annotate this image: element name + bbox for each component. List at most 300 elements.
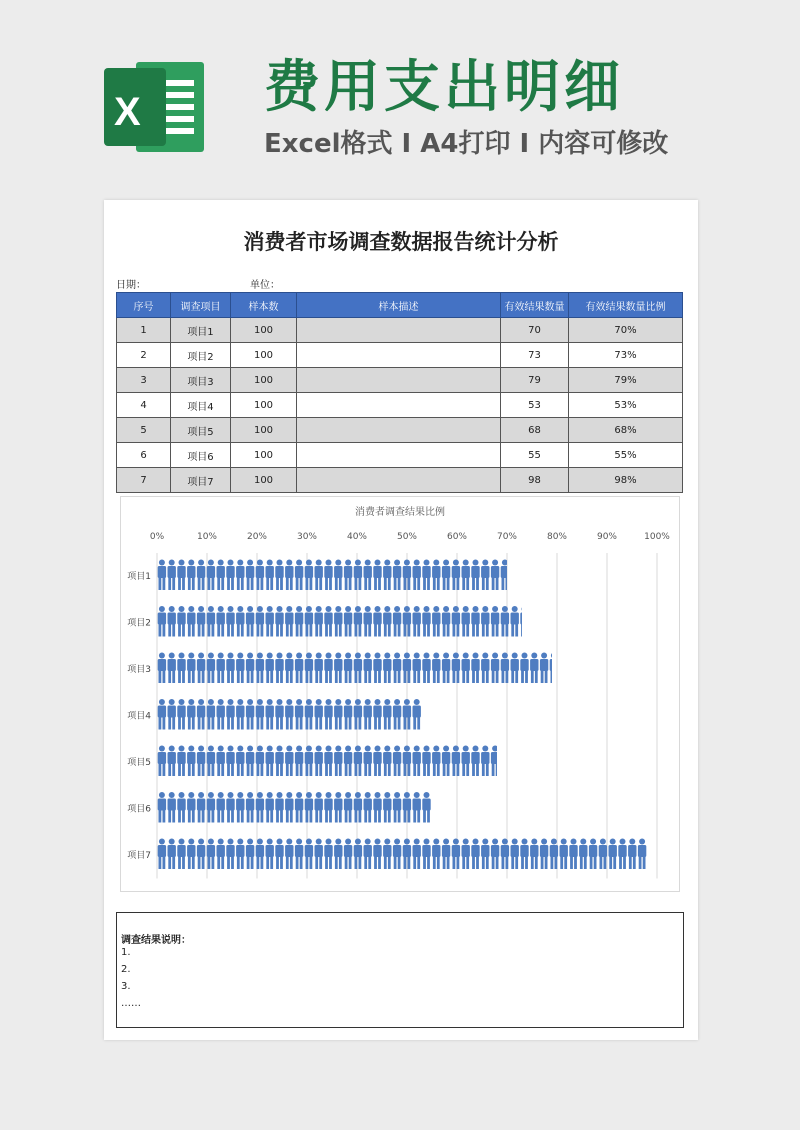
chart-container <box>120 496 680 892</box>
logo-letter: X <box>114 90 141 134</box>
person-icon <box>609 839 617 870</box>
person-icon <box>324 746 332 777</box>
person-icon <box>354 839 362 870</box>
person-icon <box>481 839 489 870</box>
person-icon <box>246 606 254 637</box>
x-tick-label: 80% <box>546 532 568 542</box>
cell-samples: 100 <box>231 343 297 368</box>
person-icon <box>187 699 195 730</box>
person-icon <box>452 746 460 777</box>
person-icon <box>266 839 274 870</box>
person-icon <box>442 606 450 637</box>
cell-valid: 79 <box>501 368 569 393</box>
person-icon <box>364 792 372 823</box>
person-icon <box>285 839 293 870</box>
cell-ratio: 73% <box>569 343 683 368</box>
person-icon <box>638 839 646 870</box>
person-icon <box>295 653 303 684</box>
person-icon <box>168 606 176 637</box>
person-icon <box>217 746 225 777</box>
person-icon <box>344 746 352 777</box>
person-icon <box>364 560 372 591</box>
person-icon <box>364 653 372 684</box>
person-icon <box>471 606 479 637</box>
person-icon <box>442 746 450 777</box>
person-icon <box>432 792 440 823</box>
person-icon <box>344 653 352 684</box>
person-icon <box>393 792 401 823</box>
person-icon <box>452 560 460 591</box>
person-icon <box>393 839 401 870</box>
person-icon <box>354 606 362 637</box>
person-icon <box>315 746 323 777</box>
person-icon <box>236 606 244 637</box>
ratio-chart <box>121 497 679 891</box>
person-icon <box>501 560 509 591</box>
banner-title: 费用支出明细 <box>264 55 624 120</box>
person-icon <box>471 839 479 870</box>
category-label: 项目3 <box>127 665 151 675</box>
person-icon <box>354 746 362 777</box>
person-icon <box>207 560 215 591</box>
person-icon <box>354 560 362 591</box>
person-icon <box>560 839 568 870</box>
table-header-row <box>117 293 683 318</box>
person-icon <box>511 606 519 637</box>
document-title: 消费者市场调查数据报告统计分析 <box>243 230 559 254</box>
person-icon <box>344 839 352 870</box>
person-icon <box>373 839 381 870</box>
person-icon <box>334 746 342 777</box>
person-icon <box>354 792 362 823</box>
person-icon <box>334 839 342 870</box>
cell-ratio: 98% <box>569 468 683 493</box>
person-icon <box>217 699 225 730</box>
table-row <box>117 418 683 443</box>
person-icon <box>442 839 450 870</box>
person-icon <box>315 699 323 730</box>
person-icon <box>383 746 391 777</box>
person-icon <box>295 792 303 823</box>
person-icon <box>324 699 332 730</box>
person-icon <box>197 606 205 637</box>
person-icon <box>168 560 176 591</box>
person-icon <box>540 839 548 870</box>
table-row <box>117 468 683 493</box>
person-icon <box>158 792 166 823</box>
person-icon <box>158 839 166 870</box>
person-icon <box>324 839 332 870</box>
cell-item: 项目7 <box>171 468 231 493</box>
person-icon <box>236 746 244 777</box>
person-icon <box>432 839 440 870</box>
person-icon <box>295 699 303 730</box>
person-icon <box>197 560 205 591</box>
person-icon <box>422 699 430 730</box>
person-icon <box>393 606 401 637</box>
person-icon <box>471 653 479 684</box>
table-row <box>117 318 683 343</box>
person-icon <box>481 606 489 637</box>
person-icon <box>226 560 234 591</box>
person-icon <box>315 606 323 637</box>
cell-valid: 68 <box>501 418 569 443</box>
person-icon <box>158 653 166 684</box>
person-icon <box>305 839 313 870</box>
person-icon <box>187 839 195 870</box>
person-icon <box>373 653 381 684</box>
person-icon <box>275 746 283 777</box>
person-icon <box>481 653 489 684</box>
cell-item: 项目4 <box>171 393 231 418</box>
person-icon <box>491 839 499 870</box>
person-icon <box>187 560 195 591</box>
person-icon <box>413 699 421 730</box>
cell-desc <box>297 318 501 343</box>
person-icon <box>530 653 538 684</box>
person-icon <box>422 792 430 823</box>
category-label: 项目6 <box>127 804 151 815</box>
person-icon <box>315 839 323 870</box>
person-icon <box>187 746 195 777</box>
bar-5 <box>158 746 500 777</box>
person-icon <box>266 560 274 591</box>
table-row <box>117 443 683 468</box>
unit-label: 单位： <box>250 280 280 291</box>
person-icon <box>246 792 254 823</box>
person-icon <box>383 653 391 684</box>
person-icon <box>481 560 489 591</box>
person-icon <box>305 560 313 591</box>
person-icon <box>207 792 215 823</box>
cell-desc <box>297 393 501 418</box>
bar-4 <box>158 699 431 730</box>
bar-1 <box>158 560 509 591</box>
table-row <box>117 343 683 368</box>
person-icon <box>364 839 372 870</box>
person-icon <box>177 699 185 730</box>
person-icon <box>305 792 313 823</box>
cell-item: 项目5 <box>171 418 231 443</box>
person-icon <box>422 606 430 637</box>
person-icon <box>530 839 538 870</box>
cell-valid: 70 <box>501 318 569 343</box>
cell-valid: 55 <box>501 443 569 468</box>
person-icon <box>295 560 303 591</box>
notes-line: 3. <box>121 981 131 992</box>
cell-ratio: 68% <box>569 418 683 443</box>
person-icon <box>373 792 381 823</box>
person-icon <box>462 746 470 777</box>
x-tick-label: 70% <box>496 532 518 542</box>
logo-badge <box>104 68 166 146</box>
person-icon <box>197 839 205 870</box>
x-tick-label: 30% <box>296 532 318 542</box>
bar-6 <box>158 792 441 823</box>
person-icon <box>462 560 470 591</box>
person-icon <box>207 606 215 637</box>
person-icon <box>579 839 587 870</box>
person-icon <box>197 792 205 823</box>
person-icon <box>413 746 421 777</box>
cell-desc <box>297 468 501 493</box>
person-icon <box>285 560 293 591</box>
person-icon <box>501 606 509 637</box>
person-icon <box>344 792 352 823</box>
person-icon <box>226 792 234 823</box>
person-icon <box>315 560 323 591</box>
cell-no: 3 <box>117 368 171 393</box>
notes-box <box>116 912 684 1028</box>
person-icon <box>207 746 215 777</box>
person-icon <box>383 560 391 591</box>
person-icon <box>520 606 528 637</box>
person-icon <box>236 792 244 823</box>
person-icon <box>187 792 195 823</box>
cell-no: 2 <box>117 343 171 368</box>
header-cell: 有效结果数量 <box>501 293 569 318</box>
person-icon <box>168 653 176 684</box>
person-icon <box>618 839 626 870</box>
person-icon <box>354 653 362 684</box>
person-icon <box>207 653 215 684</box>
person-icon <box>364 746 372 777</box>
person-icon <box>177 653 185 684</box>
notes-line: …… <box>121 998 141 1009</box>
data-table <box>116 292 683 493</box>
person-icon <box>599 839 607 870</box>
person-icon <box>305 699 313 730</box>
table-row <box>117 368 683 393</box>
person-icon <box>197 699 205 730</box>
person-icon <box>334 606 342 637</box>
cell-item: 项目3 <box>171 368 231 393</box>
person-icon <box>373 606 381 637</box>
person-icon <box>275 699 283 730</box>
cell-samples: 100 <box>231 468 297 493</box>
notes-line: 1. <box>121 947 131 958</box>
person-icon <box>364 606 372 637</box>
person-icon <box>324 792 332 823</box>
person-icon <box>285 699 293 730</box>
person-icon <box>373 746 381 777</box>
cell-ratio: 55% <box>569 443 683 468</box>
person-icon <box>569 839 577 870</box>
person-icon <box>187 653 195 684</box>
person-icon <box>177 792 185 823</box>
cell-no: 5 <box>117 418 171 443</box>
person-icon <box>217 792 225 823</box>
person-icon <box>266 746 274 777</box>
person-icon <box>197 653 205 684</box>
person-icon <box>383 839 391 870</box>
person-icon <box>246 746 254 777</box>
cell-valid: 98 <box>501 468 569 493</box>
person-icon <box>236 699 244 730</box>
person-icon <box>315 792 323 823</box>
person-icon <box>491 653 499 684</box>
person-icon <box>422 653 430 684</box>
person-icon <box>246 699 254 730</box>
person-icon <box>491 606 499 637</box>
person-icon <box>285 746 293 777</box>
person-icon <box>236 560 244 591</box>
person-icon <box>226 606 234 637</box>
person-icon <box>168 792 176 823</box>
cell-samples: 100 <box>231 443 297 468</box>
person-icon <box>344 699 352 730</box>
x-tick-label: 0% <box>149 532 165 542</box>
person-icon <box>491 746 499 777</box>
person-icon <box>481 746 489 777</box>
person-icon <box>236 653 244 684</box>
x-tick-label: 90% <box>596 532 618 542</box>
person-icon <box>295 606 303 637</box>
person-icon <box>236 839 244 870</box>
person-icon <box>344 606 352 637</box>
person-icon <box>324 653 332 684</box>
x-tick-label: 100% <box>644 532 670 542</box>
person-icon <box>334 653 342 684</box>
person-icon <box>462 606 470 637</box>
person-icon <box>383 792 391 823</box>
person-icon <box>158 560 166 591</box>
x-tick-label: 60% <box>446 532 468 542</box>
person-icon <box>246 839 254 870</box>
cell-no: 1 <box>117 318 171 343</box>
person-icon <box>275 560 283 591</box>
person-icon <box>432 653 440 684</box>
person-icon <box>422 746 430 777</box>
person-icon <box>511 653 519 684</box>
person-icon <box>217 606 225 637</box>
person-icon <box>462 839 470 870</box>
person-icon <box>217 653 225 684</box>
person-icon <box>158 699 166 730</box>
category-label: 项目1 <box>127 572 151 582</box>
person-icon <box>628 839 636 870</box>
person-icon <box>413 560 421 591</box>
person-icon <box>275 792 283 823</box>
x-tick-label: 50% <box>396 532 418 542</box>
person-icon <box>442 560 450 591</box>
cell-valid: 73 <box>501 343 569 368</box>
person-icon <box>422 839 430 870</box>
person-icon <box>266 699 274 730</box>
person-icon <box>266 606 274 637</box>
person-icon <box>383 699 391 730</box>
cell-no: 4 <box>117 393 171 418</box>
person-icon <box>305 606 313 637</box>
person-icon <box>334 699 342 730</box>
person-icon <box>334 560 342 591</box>
notes-line: 2. <box>121 964 131 975</box>
person-icon <box>501 839 509 870</box>
header-cell: 有效结果数量比例 <box>569 293 683 318</box>
person-icon <box>462 653 470 684</box>
person-icon <box>422 560 430 591</box>
person-icon <box>158 746 166 777</box>
person-icon <box>452 653 460 684</box>
person-icon <box>217 560 225 591</box>
person-icon <box>275 839 283 870</box>
person-icon <box>540 653 548 684</box>
cell-samples: 100 <box>231 368 297 393</box>
person-icon <box>520 839 528 870</box>
person-icon <box>452 839 460 870</box>
document-page <box>104 200 698 1040</box>
table-row <box>117 393 683 418</box>
person-icon <box>217 839 225 870</box>
person-icon <box>168 839 176 870</box>
cell-desc <box>297 418 501 443</box>
cell-valid: 53 <box>501 393 569 418</box>
person-icon <box>315 653 323 684</box>
person-icon <box>197 746 205 777</box>
person-icon <box>266 792 274 823</box>
person-icon <box>285 606 293 637</box>
notes-heading: 调查结果说明： <box>121 935 191 946</box>
person-icon <box>589 839 597 870</box>
person-icon <box>354 699 362 730</box>
cell-item: 项目6 <box>171 443 231 468</box>
person-icon <box>168 746 176 777</box>
cell-ratio: 79% <box>569 368 683 393</box>
x-tick-label: 20% <box>246 532 268 542</box>
person-icon <box>295 839 303 870</box>
person-icon <box>413 653 421 684</box>
excel-logo-icon <box>104 62 204 152</box>
cell-item: 项目1 <box>171 318 231 343</box>
person-icon <box>177 839 185 870</box>
cell-no: 6 <box>117 443 171 468</box>
person-icon <box>491 560 499 591</box>
person-icon <box>452 606 460 637</box>
person-icon <box>334 792 342 823</box>
person-icon <box>393 560 401 591</box>
person-icon <box>305 746 313 777</box>
person-icon <box>226 699 234 730</box>
bar-2 <box>158 606 529 637</box>
person-icon <box>432 746 440 777</box>
bar-7 <box>158 839 647 870</box>
category-label: 项目7 <box>127 851 151 861</box>
x-tick-label: 10% <box>196 532 218 542</box>
person-icon <box>226 746 234 777</box>
person-icon <box>432 606 440 637</box>
cell-ratio: 70% <box>569 318 683 343</box>
person-icon <box>285 653 293 684</box>
person-icon <box>393 699 401 730</box>
person-icon <box>520 653 528 684</box>
category-label: 项目4 <box>127 711 151 722</box>
person-icon <box>177 746 185 777</box>
cell-no: 7 <box>117 468 171 493</box>
person-icon <box>413 792 421 823</box>
person-icon <box>344 560 352 591</box>
person-icon <box>413 606 421 637</box>
person-icon <box>295 746 303 777</box>
chart-title: 消费者调查结果比例 <box>355 507 445 518</box>
person-icon <box>275 606 283 637</box>
person-icon <box>207 699 215 730</box>
person-icon <box>373 560 381 591</box>
header-cell: 调查项目 <box>171 293 231 318</box>
person-icon <box>177 560 185 591</box>
person-icon <box>432 560 440 591</box>
person-icon <box>393 746 401 777</box>
category-label: 项目2 <box>127 618 151 629</box>
